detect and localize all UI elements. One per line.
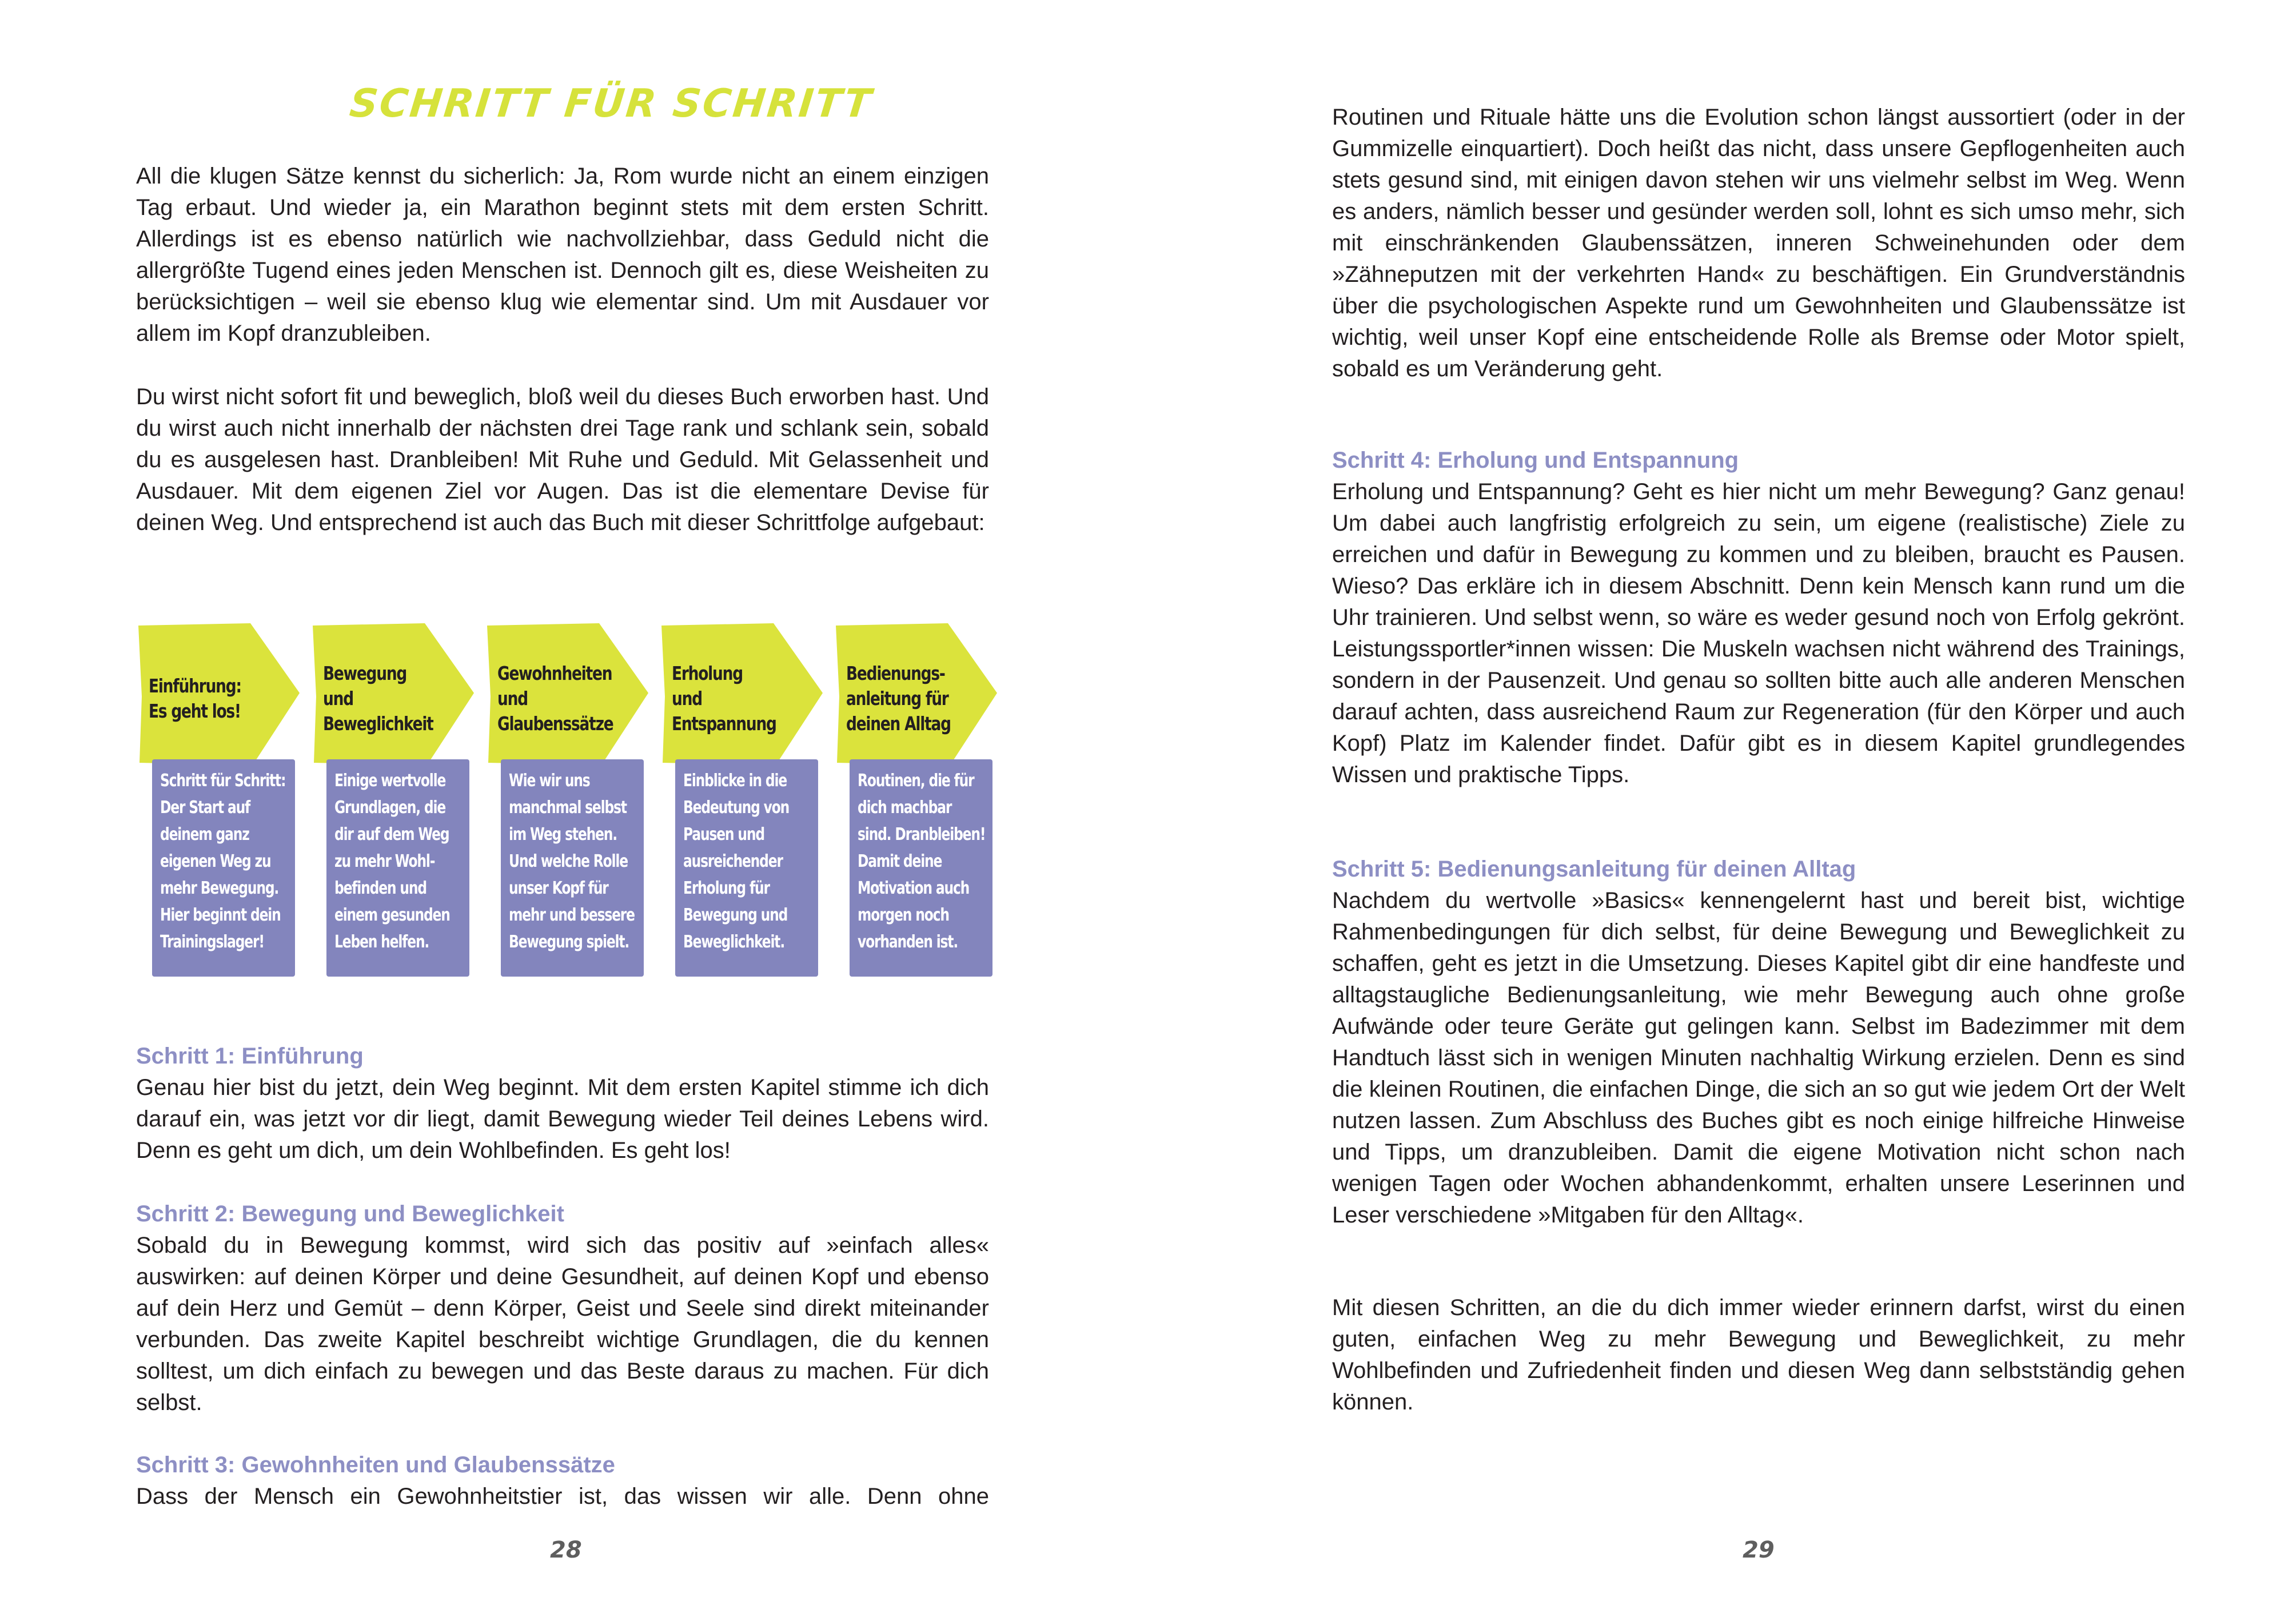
step-label: Einführung: Es geht los! (149, 675, 241, 722)
right-page (1148, 0, 2296, 1621)
step-description: Routinen, die für dich machbar sind. Dranbleiben! Damit deine Motivation auch morgen noch vorhanden ist. (858, 771, 986, 952)
intro-paragraph-1: All die klugen Sätze kennst du sicherlich: Ja, Rom wurde nicht an einem einzigen Tag erbaut. Und wieder ja, ein Marathon beginnt stets mit dem ersten Schritt. Allerdings ist es ebenso natürlich wie nachvollziehbar, dass Geduld nicht die allergrößte Tugend eines jeden Menschen ist. Dennoch gilt es, diese Weisheiten zu berücksichtigen – weil sie ebenso klug wie elementar sind. Um mit Ausdauer vor allem im Kopf dranzubleiben. (136, 164, 989, 346)
step2-heading: Schritt 2: Bewegung und Beweglichkeit (136, 1201, 564, 1226)
step4-text: Erholung und Entspannung? Geht es hier nicht um mehr Bewegung? Ganz genau! Um dabei auch langfristig erfolgreich zu sein, um eigene (realistische) Ziele zu erreichen und dafür in Bewegung zu kommen und zu bleiben, braucht es Pausen. Wieso? Das erkläre ich in diesem Abschnitt. Denn kein Mensch kann rund um die Uhr trainieren. Und selbst wenn, so wäre es weder gesund noch von Erfolg gekrönt. Leistungssportler*innen wissen: Die Muskeln wachsen nicht während des Trainings, sondern in der Pausenzeit. Und genau so sollten bitte auch alle anderen Menschen darauf achten, dass ausreichend Raum zur Regeneration (für den Körper und auch Kopf) Platz im Kalender findet. Dafür gibt es in diesem Kapitel grundlegendes Wissen und praktische Tipps. (1332, 479, 2185, 787)
step-label: Erholung und Entspannung (672, 662, 776, 735)
step-arrow (136, 622, 302, 766)
step-description: Schritt für Schritt: Der Start auf deinem ganz eigenen Weg zu mehr Bewegung. Hier beginnt dein Trainingslager! (160, 771, 286, 952)
closing-text: Mit diesen Schritten, an die du dich immer wieder erinnern darfst, wirst du einen guten, einfachen Weg zu mehr Bewegung und Beweglichkeit, zu mehr Wohlbefinden und Zufriedenheit finden und diesen Weg dann selbstständig gehen können. (1332, 1295, 2185, 1415)
step1-text: Genau hier bist du jetzt, dein Weg beginnt. Mit dem ersten Kapitel stimme ich dich darauf ein, was jetzt vor dir liegt, damit Bewegung wieder Teil deines Lebens wird. Denn es geht um dich, um dein Wohlbefinden. Es geht los! (136, 1075, 989, 1163)
step-description-box (326, 759, 469, 977)
step3-text: Dass der Mensch ein Gewohnheitstier ist, das wissen wir alle. Denn ohne (136, 1484, 989, 1509)
steps-diagram (136, 622, 1011, 977)
step-description: Einblicke in die Bedeutung von Pausen und ausreichender Erholung für Bewegung und Beweglichkeit. (683, 771, 790, 952)
step-description: Einige wertvolle Grundlagen, die dir auf dem Weg zu mehr Wohl- befinden und einem gesunden Leben helfen. (334, 771, 450, 952)
step5-text: Nachdem du wertvolle »Basics« kennengelernt hast und bereit bist, wichtige Rahmenbedingungen für dich selbst, für deine Bewegung und Beweglichkeit zu schaffen, geht es jetzt in die Umsetzung. Dieses Kapitel gibt dir eine handfeste und alltagstaugliche Bedienungsanleitung, wie mehr Bewegung auch ohne große Aufwände oder teure Geräte gut gelingen kann. Selbst im Badezimmer mit dem Handtuch lässt sich in wenigen Minuten nachhaltig Wirkung erzielen. Denn es sind die kleinen Routinen, die einfachen Dinge, die sich an so gut wie jedem Ort der Welt nutzen lassen. Zum Abschluss des Buches gibt es noch einige hilfreiche Hinweise und Tipps, um dranzubleiben. Damit die eigene Motivation nicht schon nach wenigen Tagen oder Wochen abhandenkommt, erhalten unsere Leserinnen und Leser verschiedene »Mitgaben für den Alltag«. (1332, 888, 2185, 1228)
step-label: Bewegung und Beweglichkeit (323, 662, 433, 735)
step-label: Gewohnheiten und Glaubenssätze (497, 662, 613, 735)
step-card-2 (310, 622, 476, 977)
step-card-3 (485, 622, 651, 977)
chapter-title: SCHRITT FÜR SCHRITT (347, 81, 875, 126)
page-number-left: 28 (550, 1537, 582, 1563)
step3-heading: Schritt 3: Gewohnheiten und Glaubenssätze (136, 1452, 615, 1477)
step-arrow (659, 622, 825, 766)
step-card-5 (834, 622, 999, 977)
page-number-right: 29 (1743, 1537, 1775, 1563)
intro-paragraph-2: Du wirst nicht sofort fit und beweglich, bloß weil du dieses Buch erworben hast. Und du wirst auch nicht innerhalb der nächsten drei Tage rank und schlank sein, sobald du es ausgelesen hast. Dranbleiben! Mit Ruhe und Geduld. Mit Gelassenheit und Ausdauer. Mit dem eigenen Ziel vor Augen. Das ist die elementare Devise für deinen Weg. Und entsprechend ist auch das Buch mit dieser Schrittfolge aufgebaut: (136, 384, 989, 535)
step-description-box (152, 759, 295, 977)
step-description-box (850, 759, 992, 977)
step-arrow (834, 622, 999, 766)
step-description-box (501, 759, 644, 977)
step-description-box (675, 759, 818, 977)
step-arrow (310, 622, 476, 766)
step4-heading: Schritt 4: Erholung und Entspannung (1332, 448, 1739, 473)
step2-text: Sobald du in Bewegung kommst, wird sich das positiv auf »einfach alles« auswirken: auf deinen Körper und deine Gesundheit, auf deinen Kopf und ebenso auf dein Herz und Gemüt – denn Körper, Geist und Seele sind direkt miteinander verbunden. Das zweite Kapitel beschreibt wichtige Grundlagen, die du kennen solltest, um dich einfach zu bewegen und das Beste daraus zu machen. Für dich selbst. (136, 1233, 989, 1415)
step-card-4 (659, 622, 825, 977)
step1-heading: Schritt 1: Einführung (136, 1044, 364, 1069)
step-card-1 (136, 622, 302, 977)
step5-heading: Schritt 5: Bedienungsanleitung für deinen Alltag (1332, 857, 1856, 882)
step-label: Bedienungs- anleitung für deinen Alltag (846, 662, 951, 735)
step-arrow (485, 622, 651, 766)
step3-continued-text: Routinen und Rituale hätte uns die Evolution schon längst aussortiert (oder in der Gummizelle einquartiert). Doch heißt das nicht, dass unsere Gepflogenheiten auch stets gesund sind, mit einigen davon stehen wir uns vielmehr selbst im Weg. Wenn es anders, nämlich besser und gesünder werden soll, lohnt es sich umso mehr, sich mit einschränkenden Glaubenssätzen, inneren Schweinehunden oder dem »Zähneputzen mit der verkehrten Hand« zu beschäftigen. Ein Grundverständnis über die psychologischen Aspekte rund um Gewohnheiten und Glaubenssätze ist wichtig, weil unser Kopf eine entscheidende Rolle als Bremse oder Motor spielt, sobald es um Veränderung geht. (1332, 105, 2185, 381)
step-description: Wie wir uns manchmal selbst im Weg stehen. Und welche Rolle unser Kopf für mehr und bessere Bewegung spielt. (509, 771, 635, 952)
